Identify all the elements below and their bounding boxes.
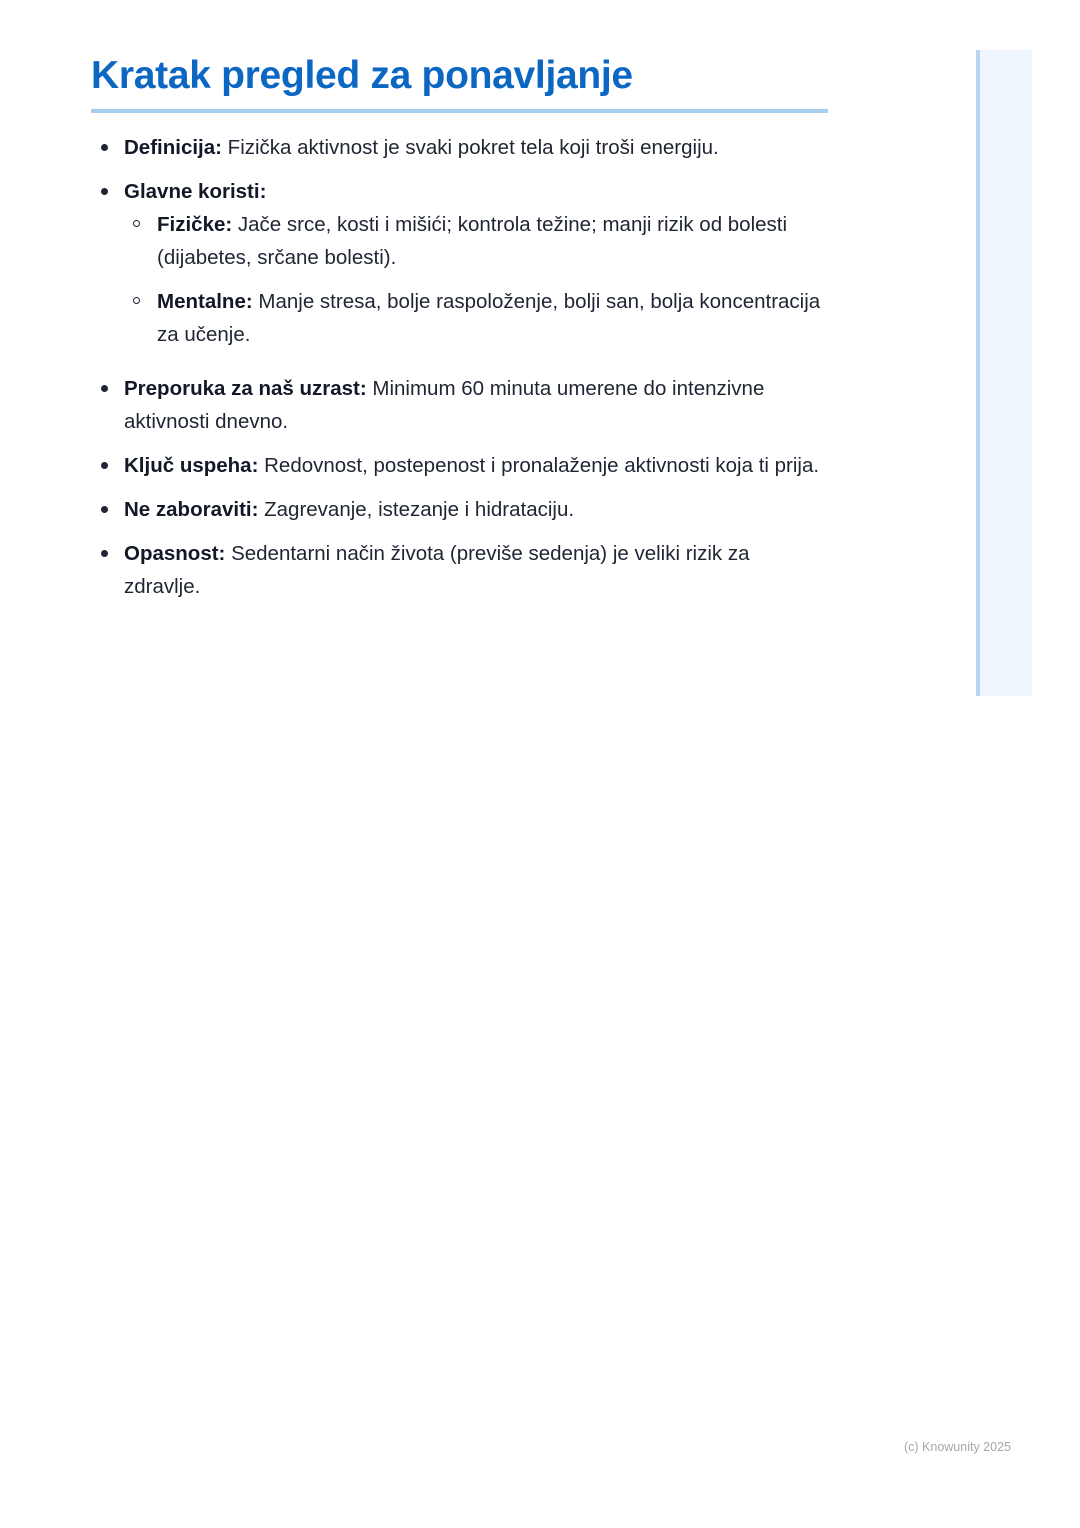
copyright-footer: (c) Knowunity 2025 <box>903 1440 1011 1454</box>
sublist-item-mental <box>124 285 831 351</box>
list-item-definition <box>91 131 831 164</box>
list-item-main-benefits <box>91 175 831 351</box>
page-title: Kratak pregled za ponavljanje <box>91 54 633 97</box>
summary-content <box>91 131 831 614</box>
item-text: Fizička aktivnost je svaki pokret tela koji troši energiju. <box>227 136 719 159</box>
summary-list <box>91 131 831 603</box>
item-label: Opasnost: <box>124 542 226 565</box>
side-panel <box>976 50 1032 696</box>
title-divider <box>91 109 828 113</box>
list-item-recommendation <box>91 372 831 438</box>
item-label: Definicija: <box>124 136 222 159</box>
list-item-key-to-success <box>91 449 831 482</box>
item-text: Jače srce, kosti i mišići; kontrola težine; manji rizik od bolesti (dijabetes, srčane bolesti). <box>157 213 788 269</box>
item-label: Preporuka za naš uzrast: <box>124 377 367 400</box>
item-text: Redovnost, postepenost i pronalaženje aktivnosti koja ti prija. <box>264 454 820 477</box>
item-label: Glavne koristi: <box>124 180 267 203</box>
benefits-sublist <box>124 208 831 351</box>
item-label: Ključ uspeha: <box>124 454 259 477</box>
item-text: Zagrevanje, istezanje i hidrataciju. <box>264 498 575 521</box>
item-label: Mentalne: <box>157 290 253 313</box>
item-label: Ne zaboraviti: <box>124 498 259 521</box>
item-label: Fizičke: <box>157 213 233 236</box>
item-text: Minimum 60 minuta umerene do intenzivne aktivnosti dnevno. <box>124 377 765 433</box>
list-item-dont-forget <box>91 493 831 526</box>
sublist-item-physical <box>124 208 831 274</box>
item-text: Manje stresa, bolje raspoloženje, bolji san, bolja koncentracija za učenje. <box>157 290 821 346</box>
list-item-danger <box>91 537 831 603</box>
item-text: Sedentarni način života (previše sedenja) je veliki rizik za zdravlje. <box>124 542 750 598</box>
